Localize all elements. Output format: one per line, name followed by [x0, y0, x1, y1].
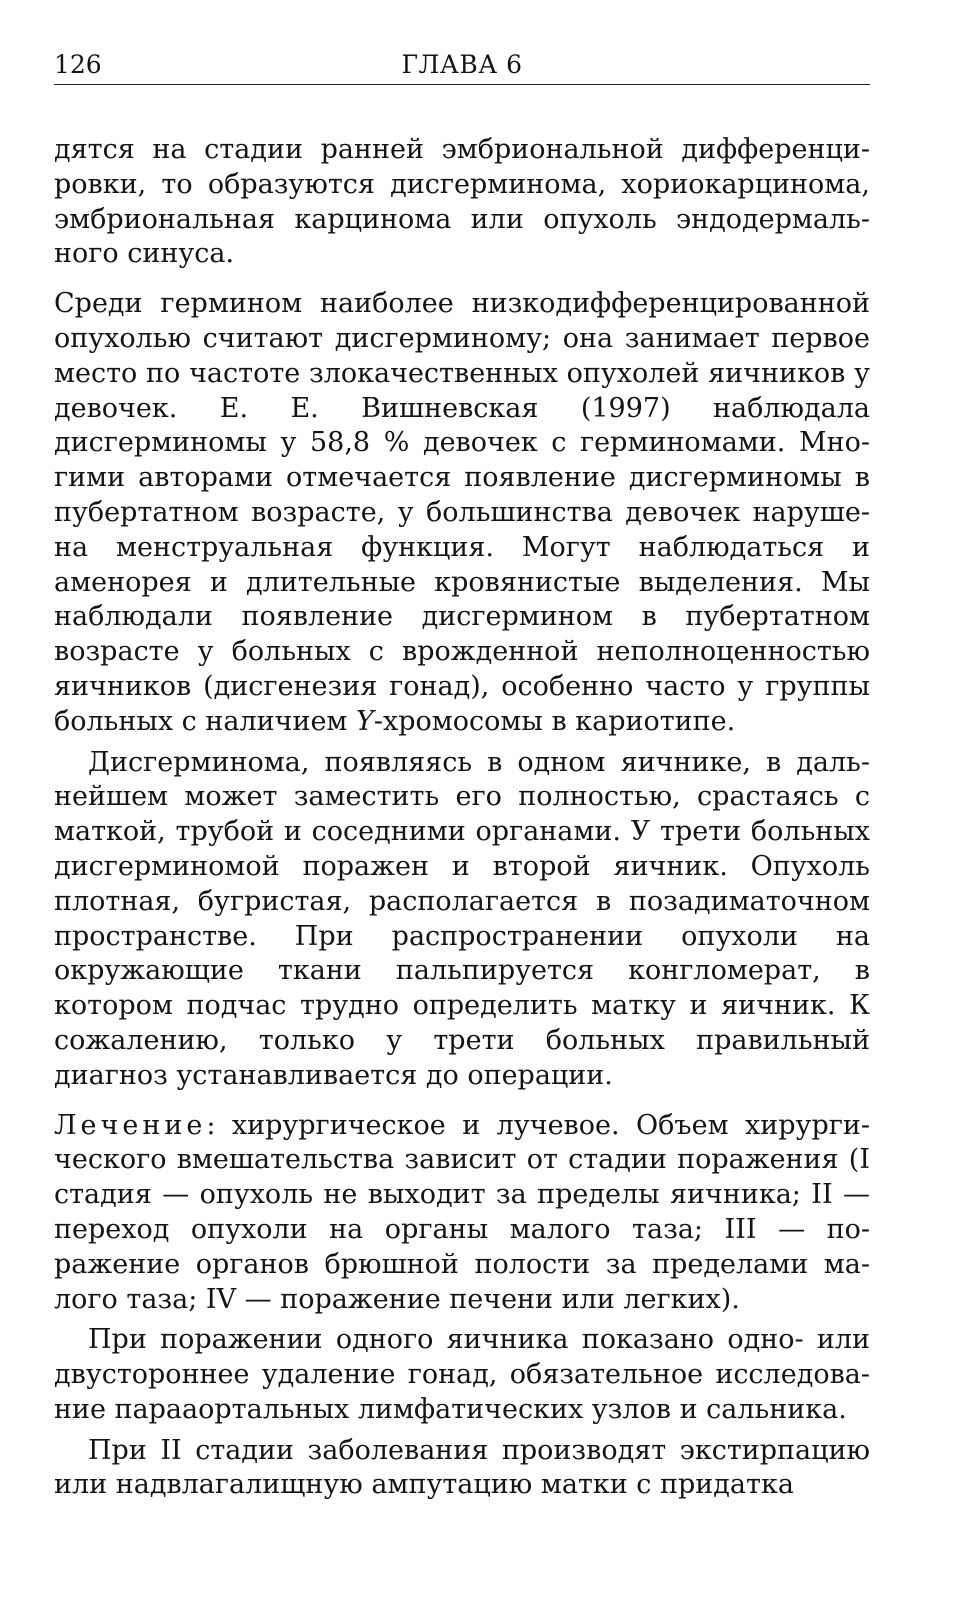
- y-chromosome-letter: Y: [356, 705, 374, 737]
- paragraph-treatment: [54, 1109, 870, 1318]
- treatment-label: Лечение: [54, 1109, 207, 1141]
- paragraph-text: -хромосомы в кариотипе.: [373, 705, 736, 737]
- paragraph-text: : хирургическое и лучевое. Объем хирургического вмешательства зависит от стадии поражения (I стадия — опухоль не выходит за пределы яичника; II — переход опухоли на органы малого таза; III — поражение органов брюшной полости за пределами малого таза; IV — поражение печени или легких).: [54, 1109, 870, 1315]
- paragraph-stage-two: При II стадии заболевания производят экстирпацию или надвлагалищную ампутацию матки с придатка: [54, 1434, 870, 1501]
- body-text: [54, 133, 870, 1503]
- running-head: [54, 48, 870, 85]
- page-number: 126: [54, 50, 102, 79]
- paragraph-continuation: дятся на стадии ранней эмбриональной дифференцировки, то образуются дисгерминома, хориокарцинома, эмбриональная карцинома или опухоль эндодермального синуса.: [54, 134, 870, 270]
- paragraph-dysgerminoma-frequency: [54, 287, 870, 739]
- chapter-title: ГЛАВА 6: [401, 50, 523, 79]
- paragraph-dysgerminoma-spread: Дисгерминома, появляясь в одном яичнике, в дальнейшем может заместить его полностью, срастаясь с маткой, трубой и соседними органами. У трети больных дисгерминомой поражен и второй яичник. Опухоль плотная, бугристая, располагается в позадиматочном пространстве. При распространении опухоли на окружающие ткани пальпируется конгломерат, в котором подчас трудно определить матку и яичник. К сожалению, только у трети больных правильный диагноз устанавливается до операции.: [54, 746, 870, 1091]
- paragraph-text: Среди гермином наиболее низкодифференцированной опухолью считают дисгерминому; она занимает первое место по частоте злокачественных опухолей яичников у девочек. Е. Е. Вишневская (1997) наблюдала дисгерминомы у 58,8 % девочек с герминомами. Многими авторами отмечается появление дисгерминомы в пубертатном возрасте, у большинства девочек нарушена менструальная функция. Могут наблюдаться и аменорея и длительные кровянистые выделения. Мы наблюдали появление дисгермином в пубертатном возрасте у больных с врожденной неполноценностью яичников (дисгенезия гонад), особенно часто у группы больных с наличием: [54, 288, 870, 737]
- book-page: [54, 48, 870, 1503]
- paragraph-one-ovary: При поражении одного яичника показано одно- или двустороннее удаление гонад, обязательное исследование парааортальных лимфатических узлов и сальника.: [54, 1324, 870, 1425]
